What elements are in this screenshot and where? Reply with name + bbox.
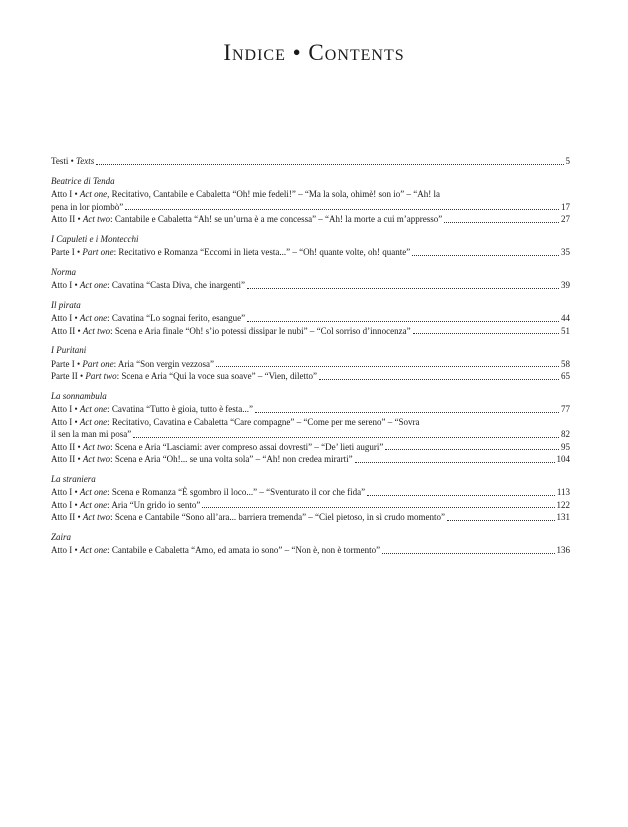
page-number: 39: [561, 280, 570, 290]
page-number: 58: [561, 358, 570, 369]
toc-intro: [51, 155, 570, 168]
entry-text-cont: pena in lor piombò”: [51, 201, 124, 212]
entry-prefix: Parte I •: [51, 247, 83, 257]
entry-text: : Aria “Un grido io sento”: [107, 499, 201, 510]
entry-text: : Cavatina “Lo sognai ferito, esangue”: [107, 313, 246, 323]
page-number: 77: [561, 404, 570, 414]
entry-prefix: Atto II •: [51, 454, 83, 464]
page-number: 5: [565, 156, 570, 166]
entry-label-en: Texts: [76, 156, 95, 166]
toc-entry[interactable]: [51, 453, 570, 466]
page-number: 113: [556, 487, 570, 497]
entry-prefix: Atto I •: [51, 189, 80, 199]
dot-leader: [125, 209, 559, 210]
section-title: I Puritani: [51, 345, 87, 355]
toc-section: [51, 299, 570, 338]
toc-section: [51, 390, 570, 466]
dot-leader: [202, 507, 554, 508]
page-number: 122: [556, 499, 570, 510]
entry-text: : Scena e Aria finale “Oh! s’io potessi dissipar le nubi” – “Col sorriso d’innocenza”: [110, 325, 411, 336]
page-number: 51: [561, 325, 570, 336]
dot-leader: [412, 255, 559, 256]
page-title: Indice • Contents: [223, 40, 405, 65]
entry-act: Act two: [82, 512, 111, 522]
entry-prefix: Atto II •: [51, 512, 83, 522]
page-number: 82: [561, 429, 570, 439]
section-title: Il pirata: [51, 299, 81, 310]
section-title: La straniera: [51, 473, 96, 484]
page-number: 27: [561, 214, 570, 224]
entry-act: Act one: [79, 189, 108, 199]
dot-leader: [413, 333, 559, 334]
entry-act: Act two: [82, 454, 111, 464]
entry-prefix: Atto II •: [51, 441, 83, 452]
entry-act: Act one: [79, 487, 108, 497]
dot-leader: [367, 495, 555, 496]
toc-entry[interactable]: [51, 312, 570, 325]
table-of-contents: [51, 155, 570, 564]
dot-leader: [319, 379, 559, 380]
page-number: 44: [561, 313, 570, 323]
dot-leader: [382, 553, 554, 554]
entry-prefix: Atto I •: [51, 416, 80, 427]
entry-body: [51, 358, 214, 371]
toc-section: [51, 175, 570, 226]
toc-entry[interactable]: [51, 213, 570, 226]
entry-text: : Cantabile e Cabaletta “Ah! se un’urna è a me concessa” – “Ah! la morte a cui m’appresso”: [110, 214, 443, 224]
entry-prefix: Atto II •: [51, 325, 83, 336]
entry-prefix: Atto I •: [51, 280, 80, 290]
toc-entry[interactable]: [51, 188, 570, 213]
entry-text: : Scena e Aria “Lasciami: aver compreso assai dovresti” – “De’ lieti auguri”: [110, 441, 384, 452]
section-title: La sonnambula: [51, 390, 107, 401]
page-number: 136: [556, 545, 570, 555]
entry-body: [51, 325, 411, 338]
toc-entry[interactable]: [51, 416, 570, 441]
toc-entry[interactable]: [51, 511, 570, 524]
entry-text: : Cavatina “Casta Diva, che inargenti”: [107, 280, 245, 290]
dot-leader: [247, 288, 559, 289]
entry-line: [51, 188, 570, 201]
toc-section: [51, 473, 570, 524]
dot-leader: [133, 437, 559, 438]
entry-act: Act one: [79, 313, 108, 323]
toc-section: [51, 531, 570, 557]
entry-body: [51, 486, 365, 499]
entry-prefix: Atto I •: [51, 404, 80, 414]
toc-entry-texts[interactable]: [51, 155, 570, 168]
entry-act: Act two: [82, 325, 111, 336]
entry-body: [51, 370, 317, 383]
entry-text: : Recitativo, Cavatina e Cabaletta “Care compagne” – “Come per me sereno” – “Sovra: [107, 416, 420, 427]
page-number: 35: [561, 247, 570, 257]
toc-entry[interactable]: [51, 358, 570, 371]
entry-body: [51, 403, 253, 416]
entry-text: : Scena e Aria “Oh!... se una volta sola” – “Ah! non credea mirarti”: [110, 454, 353, 464]
section-title: Beatrice di Tenda: [51, 175, 115, 186]
entry-body: [51, 544, 380, 557]
entry-body: [51, 213, 442, 226]
section-title: I Capuleti e i Montecchi: [51, 233, 139, 244]
entry-body: [51, 246, 410, 259]
toc-entry[interactable]: [51, 499, 570, 512]
entry-text: : Recitativo e Romanza “Eccomi in lieta vesta...” – “Oh! quante volte, oh! quante”: [113, 247, 411, 257]
entry-text: : Scena e Romanza “È sgombro il loco...” – “Sventurato il cor che fida”: [107, 487, 366, 497]
entry-body: [51, 453, 353, 466]
entry-text: : Scena e Cantabile “Sono all’ara... barriera tremenda” – “Ciel pietoso, in sì crudo momento”: [110, 512, 446, 522]
entry-act: Part two: [85, 371, 117, 381]
entry-body: [51, 441, 383, 454]
entry-act: Act one: [79, 545, 108, 555]
dot-leader: [447, 520, 554, 521]
entry-act: Act two: [82, 441, 111, 452]
entry-body: [51, 499, 200, 512]
entry-prefix: Atto I •: [51, 499, 80, 510]
section-title: Zaira: [51, 531, 72, 542]
toc-entry[interactable]: [51, 486, 570, 499]
entry-label: Testi •: [51, 156, 77, 166]
toc-entry[interactable]: [51, 370, 570, 383]
toc-entry[interactable]: [51, 544, 570, 557]
dot-leader: [247, 321, 559, 322]
entry-text: : Cantabile e Cabaletta “Amo, ed amata io sono” – “Non è, non è tormento”: [107, 545, 381, 555]
entry-text: , Recitativo, Cantabile e Cabaletta “Oh! mie fedeli!” – “Ma la sola, ohimè! son io” – “Ah! la: [107, 189, 441, 199]
entry-act: Part one: [82, 247, 114, 257]
dot-leader: [96, 164, 563, 165]
entry-prefix: Parte II •: [51, 371, 86, 381]
entry-act: Act one: [79, 416, 108, 427]
entry-text: : Cavatina “Tutto è gioia, tutto è festa...”: [107, 404, 254, 414]
toc-entry[interactable]: [51, 441, 570, 454]
dot-leader: [355, 462, 555, 463]
toc-section: [51, 233, 570, 259]
dot-leader: [216, 366, 559, 367]
toc-entry[interactable]: [51, 403, 570, 416]
entry-body: [51, 279, 245, 292]
dot-leader: [444, 222, 559, 223]
entry-text-cont: il sen la man mi posa”: [51, 429, 132, 439]
page-number: 17: [561, 201, 570, 212]
entry-prefix: Atto I •: [51, 487, 80, 497]
toc-section: [51, 344, 570, 383]
entry-line: [51, 201, 570, 214]
entry-act: Act one: [79, 280, 108, 290]
entry-act: Act one: [79, 499, 108, 510]
entry-line: [51, 428, 570, 441]
entry-act: Part one: [82, 358, 114, 369]
dot-leader: [255, 412, 559, 413]
entry-text: : Scena e Aria “Qui la voce sua soave” – “Vien, diletto”: [116, 371, 318, 381]
toc-entry[interactable]: [51, 325, 570, 338]
entry-prefix: Atto I •: [51, 313, 80, 323]
page-number: 65: [561, 371, 570, 381]
page-number: 131: [556, 512, 570, 522]
page-number: 104: [556, 454, 570, 464]
entry-act: Act one: [79, 404, 108, 414]
entry-prefix: Parte I •: [51, 358, 83, 369]
toc-entry[interactable]: [51, 246, 570, 259]
entry-body: [51, 312, 245, 325]
section-title: Norma: [51, 266, 77, 277]
dot-leader: [385, 449, 559, 450]
toc-section: [51, 266, 570, 292]
page-number: 95: [561, 441, 570, 452]
entry-text: : Aria “Son vergin vezzosa”: [113, 358, 214, 369]
entry-prefix: Atto I •: [51, 545, 80, 555]
entry-prefix: Atto II •: [51, 214, 83, 224]
entry-line: [51, 416, 570, 429]
entry-act: Act two: [82, 214, 111, 224]
toc-entry[interactable]: [51, 279, 570, 292]
entry-body: [51, 511, 445, 524]
